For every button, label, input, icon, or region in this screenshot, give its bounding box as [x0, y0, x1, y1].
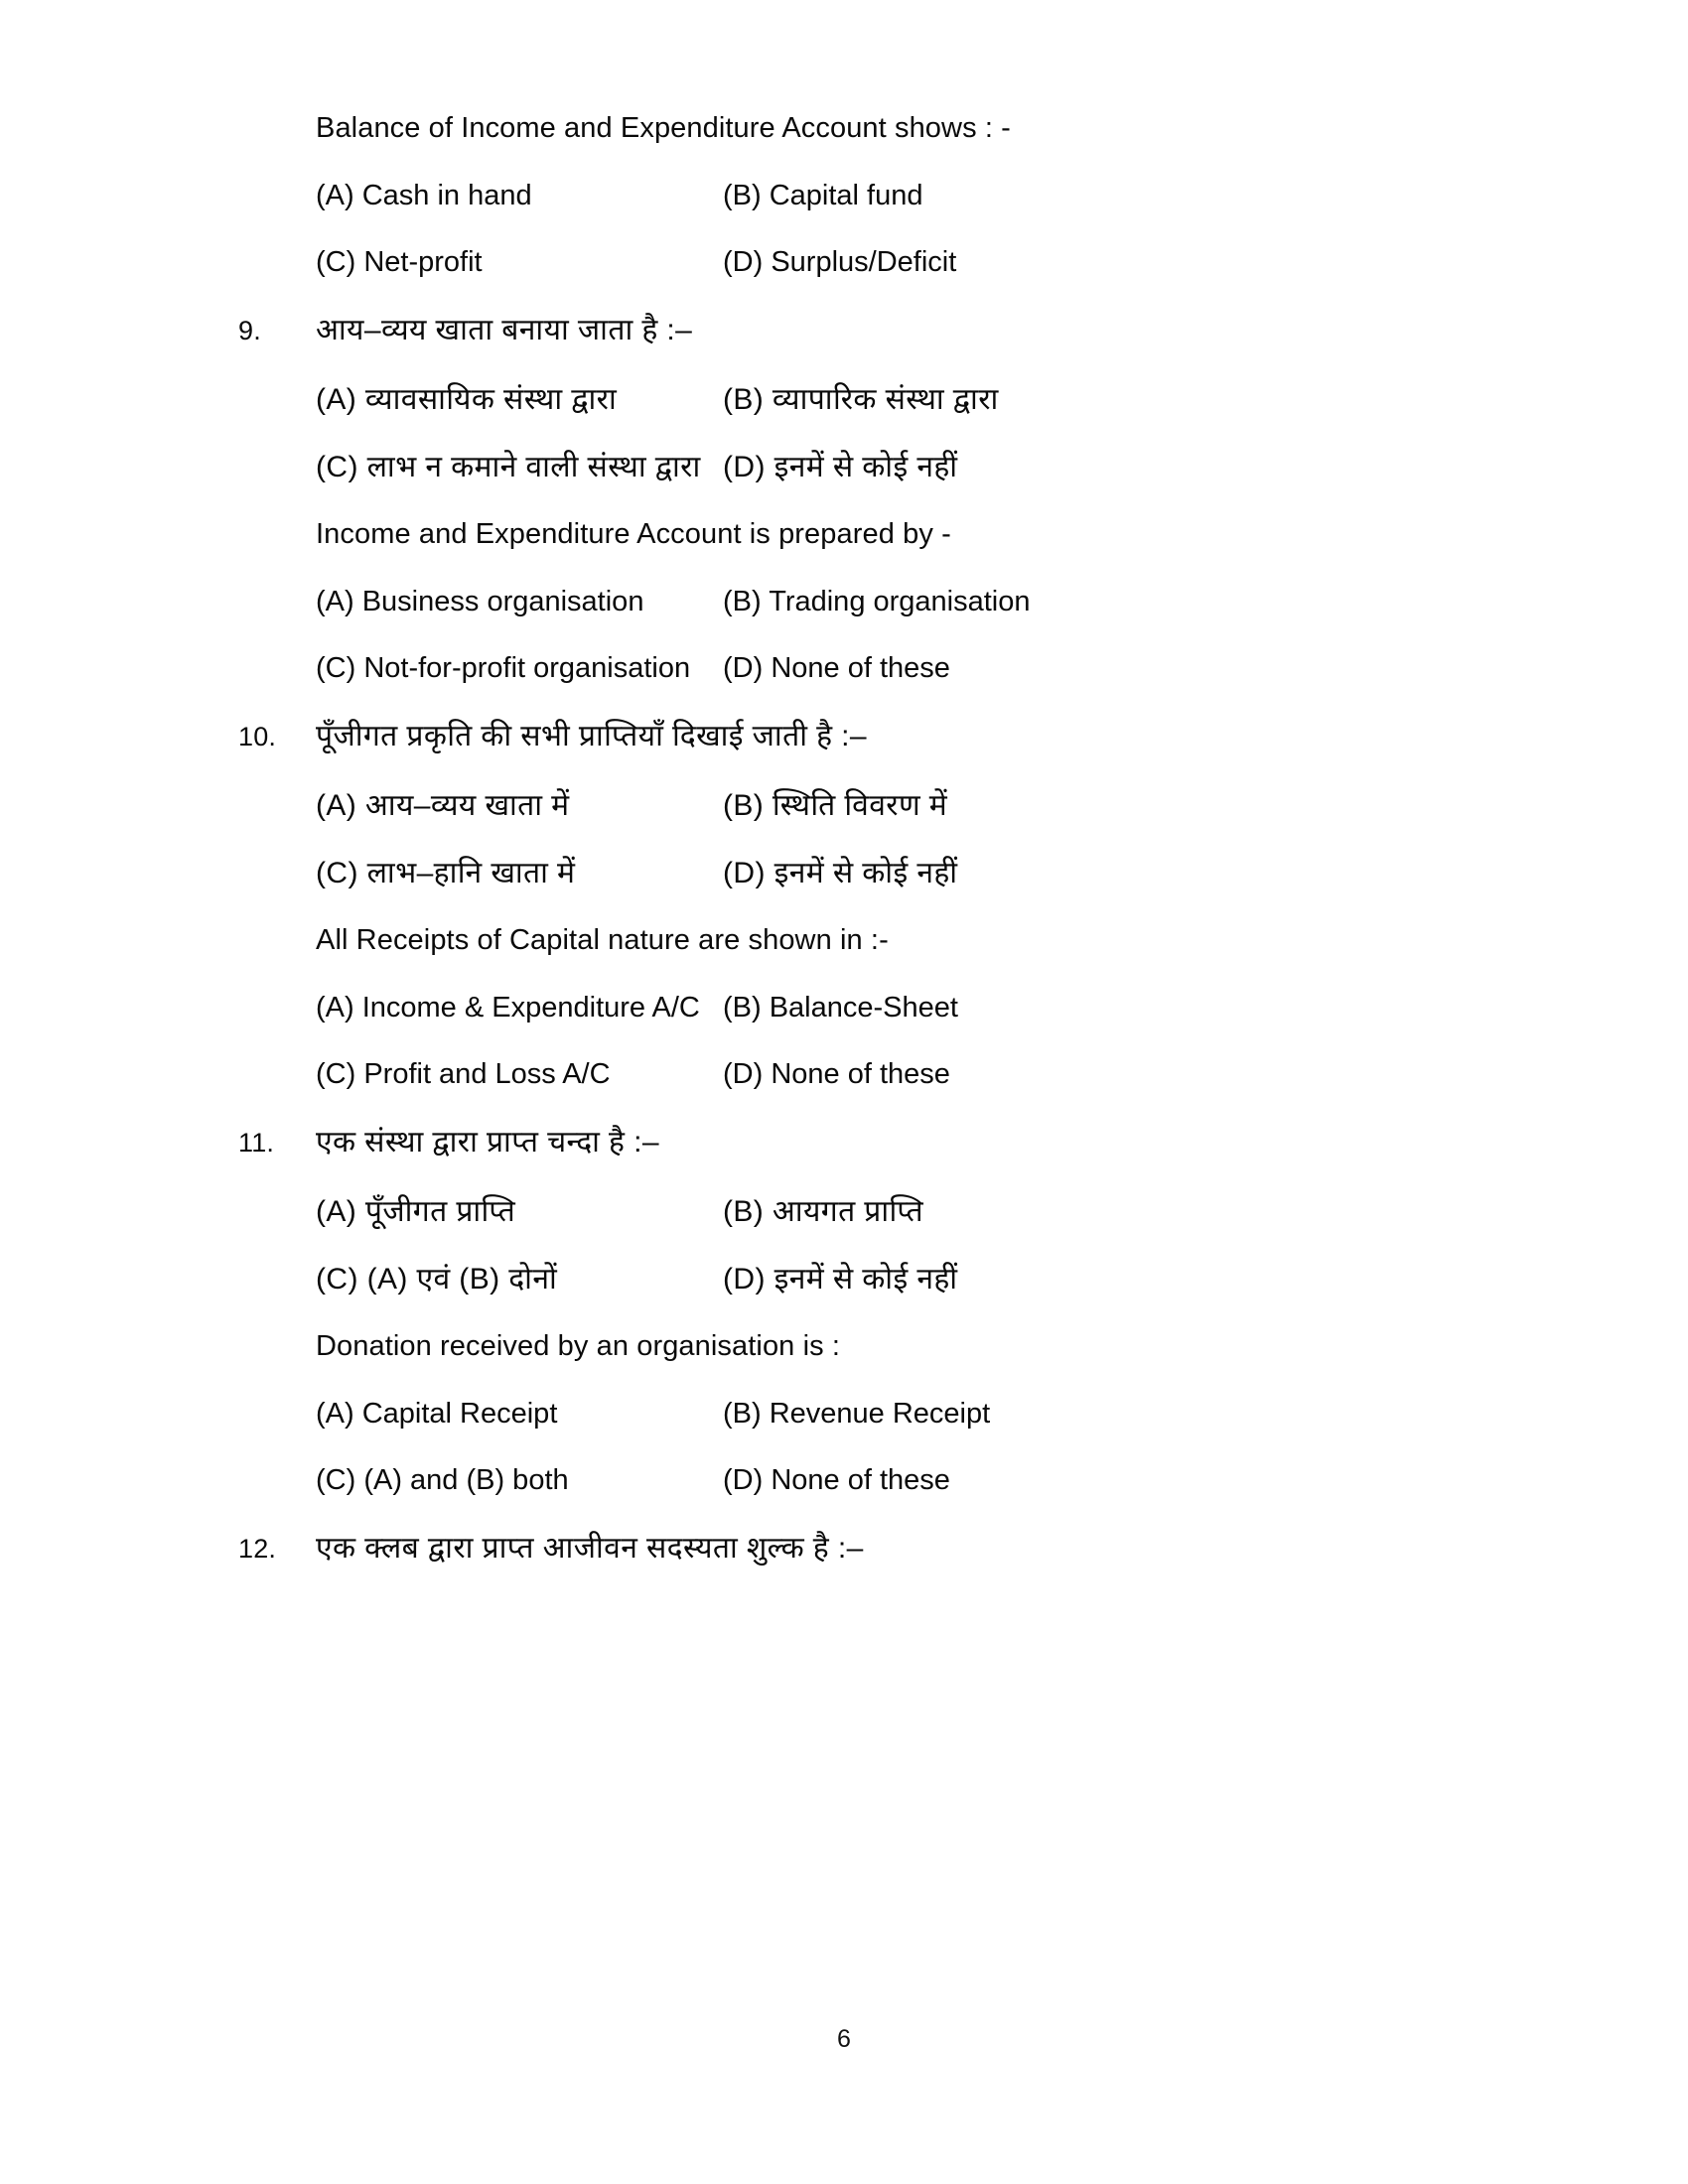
question-block [238, 109, 1390, 282]
answer-option[interactable]: (D) इनमें से कोई नहीं [723, 1263, 958, 1297]
answer-option[interactable]: (B) व्यापारिक संस्था द्वारा [723, 383, 999, 417]
answer-option[interactable]: (B) आयगत प्राप्ति [723, 1195, 924, 1229]
question-stem-row [238, 1123, 1390, 1163]
option-row [238, 178, 1390, 215]
answer-option[interactable]: (D) इनमें से कोई नहीं [723, 451, 958, 484]
question-number: 10. [238, 721, 277, 751]
question-text: आय–व्यय खाता बनाया जाता है :– [316, 313, 693, 346]
option-row [238, 1192, 1390, 1231]
answer-option[interactable]: (B) Trading organisation [723, 586, 1031, 618]
question-stem-row [238, 717, 1390, 757]
option-row [238, 1260, 1390, 1298]
question-text: एक क्लब द्वारा प्राप्त आजीवन सदस्यता शुल्क है :– [316, 1531, 864, 1565]
option-row [238, 244, 1390, 282]
question-block [238, 921, 1390, 1094]
page-number: 6 [837, 2025, 851, 2053]
answer-option[interactable]: (C) Net-profit [316, 245, 483, 278]
answer-option[interactable]: (D) None of these [723, 1057, 950, 1090]
option-row [238, 854, 1390, 892]
option-row [238, 448, 1390, 486]
answer-option[interactable]: (A) आय–व्यय खाता में [316, 789, 570, 823]
question-block [238, 717, 1390, 893]
question-translation-row [238, 1327, 1390, 1366]
option-row [238, 380, 1390, 419]
question-text: All Receipts of Capital nature are shown in :- [316, 924, 889, 957]
answer-option[interactable]: (C) Profit and Loss A/C [316, 1057, 611, 1090]
answer-option[interactable]: (D) Surplus/Deficit [723, 245, 957, 278]
question-text: एक संस्था द्वारा प्राप्त चन्दा है :– [316, 1125, 659, 1159]
question-translation-row [238, 515, 1390, 554]
option-row [238, 650, 1390, 688]
option-row [238, 990, 1390, 1027]
option-row [238, 786, 1390, 825]
answer-option[interactable]: (D) None of these [723, 1463, 950, 1496]
question-stem-row [238, 311, 1390, 351]
question-translation-row [238, 921, 1390, 960]
question-number: 12. [238, 1533, 277, 1564]
page-footer [0, 2025, 1688, 2054]
answer-option[interactable]: (C) Not-for-profit organisation [316, 651, 691, 684]
answer-option[interactable]: (D) इनमें से कोई नहीं [723, 857, 958, 890]
answer-option[interactable]: (C) लाभ–हानि खाता में [316, 857, 576, 890]
question-text: पूँजीगत प्रकृति की सभी प्राप्तियाँ दिखाई जाती है :– [316, 719, 867, 752]
answer-option[interactable]: (C) (A) एवं (B) दोनों [316, 1263, 558, 1297]
answer-option[interactable]: (A) Cash in hand [316, 180, 532, 212]
answer-option[interactable]: (B) Capital fund [723, 180, 923, 212]
question-text: Income and Expenditure Account is prepared by - [316, 518, 951, 551]
question-block [238, 1123, 1390, 1299]
option-row [238, 1396, 1390, 1433]
answer-option[interactable]: (B) Balance-Sheet [723, 992, 958, 1024]
question-block [238, 515, 1390, 688]
answer-option[interactable]: (B) Revenue Receipt [723, 1398, 991, 1431]
answer-option[interactable]: (C) (A) and (B) both [316, 1463, 569, 1496]
answer-option[interactable]: (D) None of these [723, 651, 950, 684]
question-block [238, 311, 1390, 487]
answer-option[interactable]: (A) Income & Expenditure A/C [316, 992, 700, 1024]
question-block [238, 1529, 1390, 1570]
question-stem-row [238, 1529, 1390, 1570]
answer-option[interactable]: (A) व्यावसायिक संस्था द्वारा [316, 383, 618, 417]
answer-option[interactable]: (A) Capital Receipt [316, 1398, 558, 1431]
answer-option[interactable]: (A) पूँजीगत प्राप्ति [316, 1195, 516, 1229]
option-row [238, 1056, 1390, 1094]
answer-option[interactable]: (A) Business organisation [316, 586, 644, 618]
question-number: 9. [238, 315, 261, 345]
question-translation-row [238, 109, 1390, 148]
question-text: Donation received by an organisation is : [316, 1330, 841, 1363]
option-row [238, 1462, 1390, 1500]
question-block [238, 1327, 1390, 1500]
option-row [238, 584, 1390, 621]
answer-option[interactable]: (B) स्थिति विवरण में [723, 789, 948, 823]
question-number: 11. [238, 1127, 275, 1158]
question-list [238, 109, 1390, 1598]
question-text: Balance of Income and Expenditure Account shows : - [316, 112, 1011, 144]
answer-option[interactable]: (C) लाभ न कमाने वाली संस्था द्वारा [316, 451, 701, 484]
